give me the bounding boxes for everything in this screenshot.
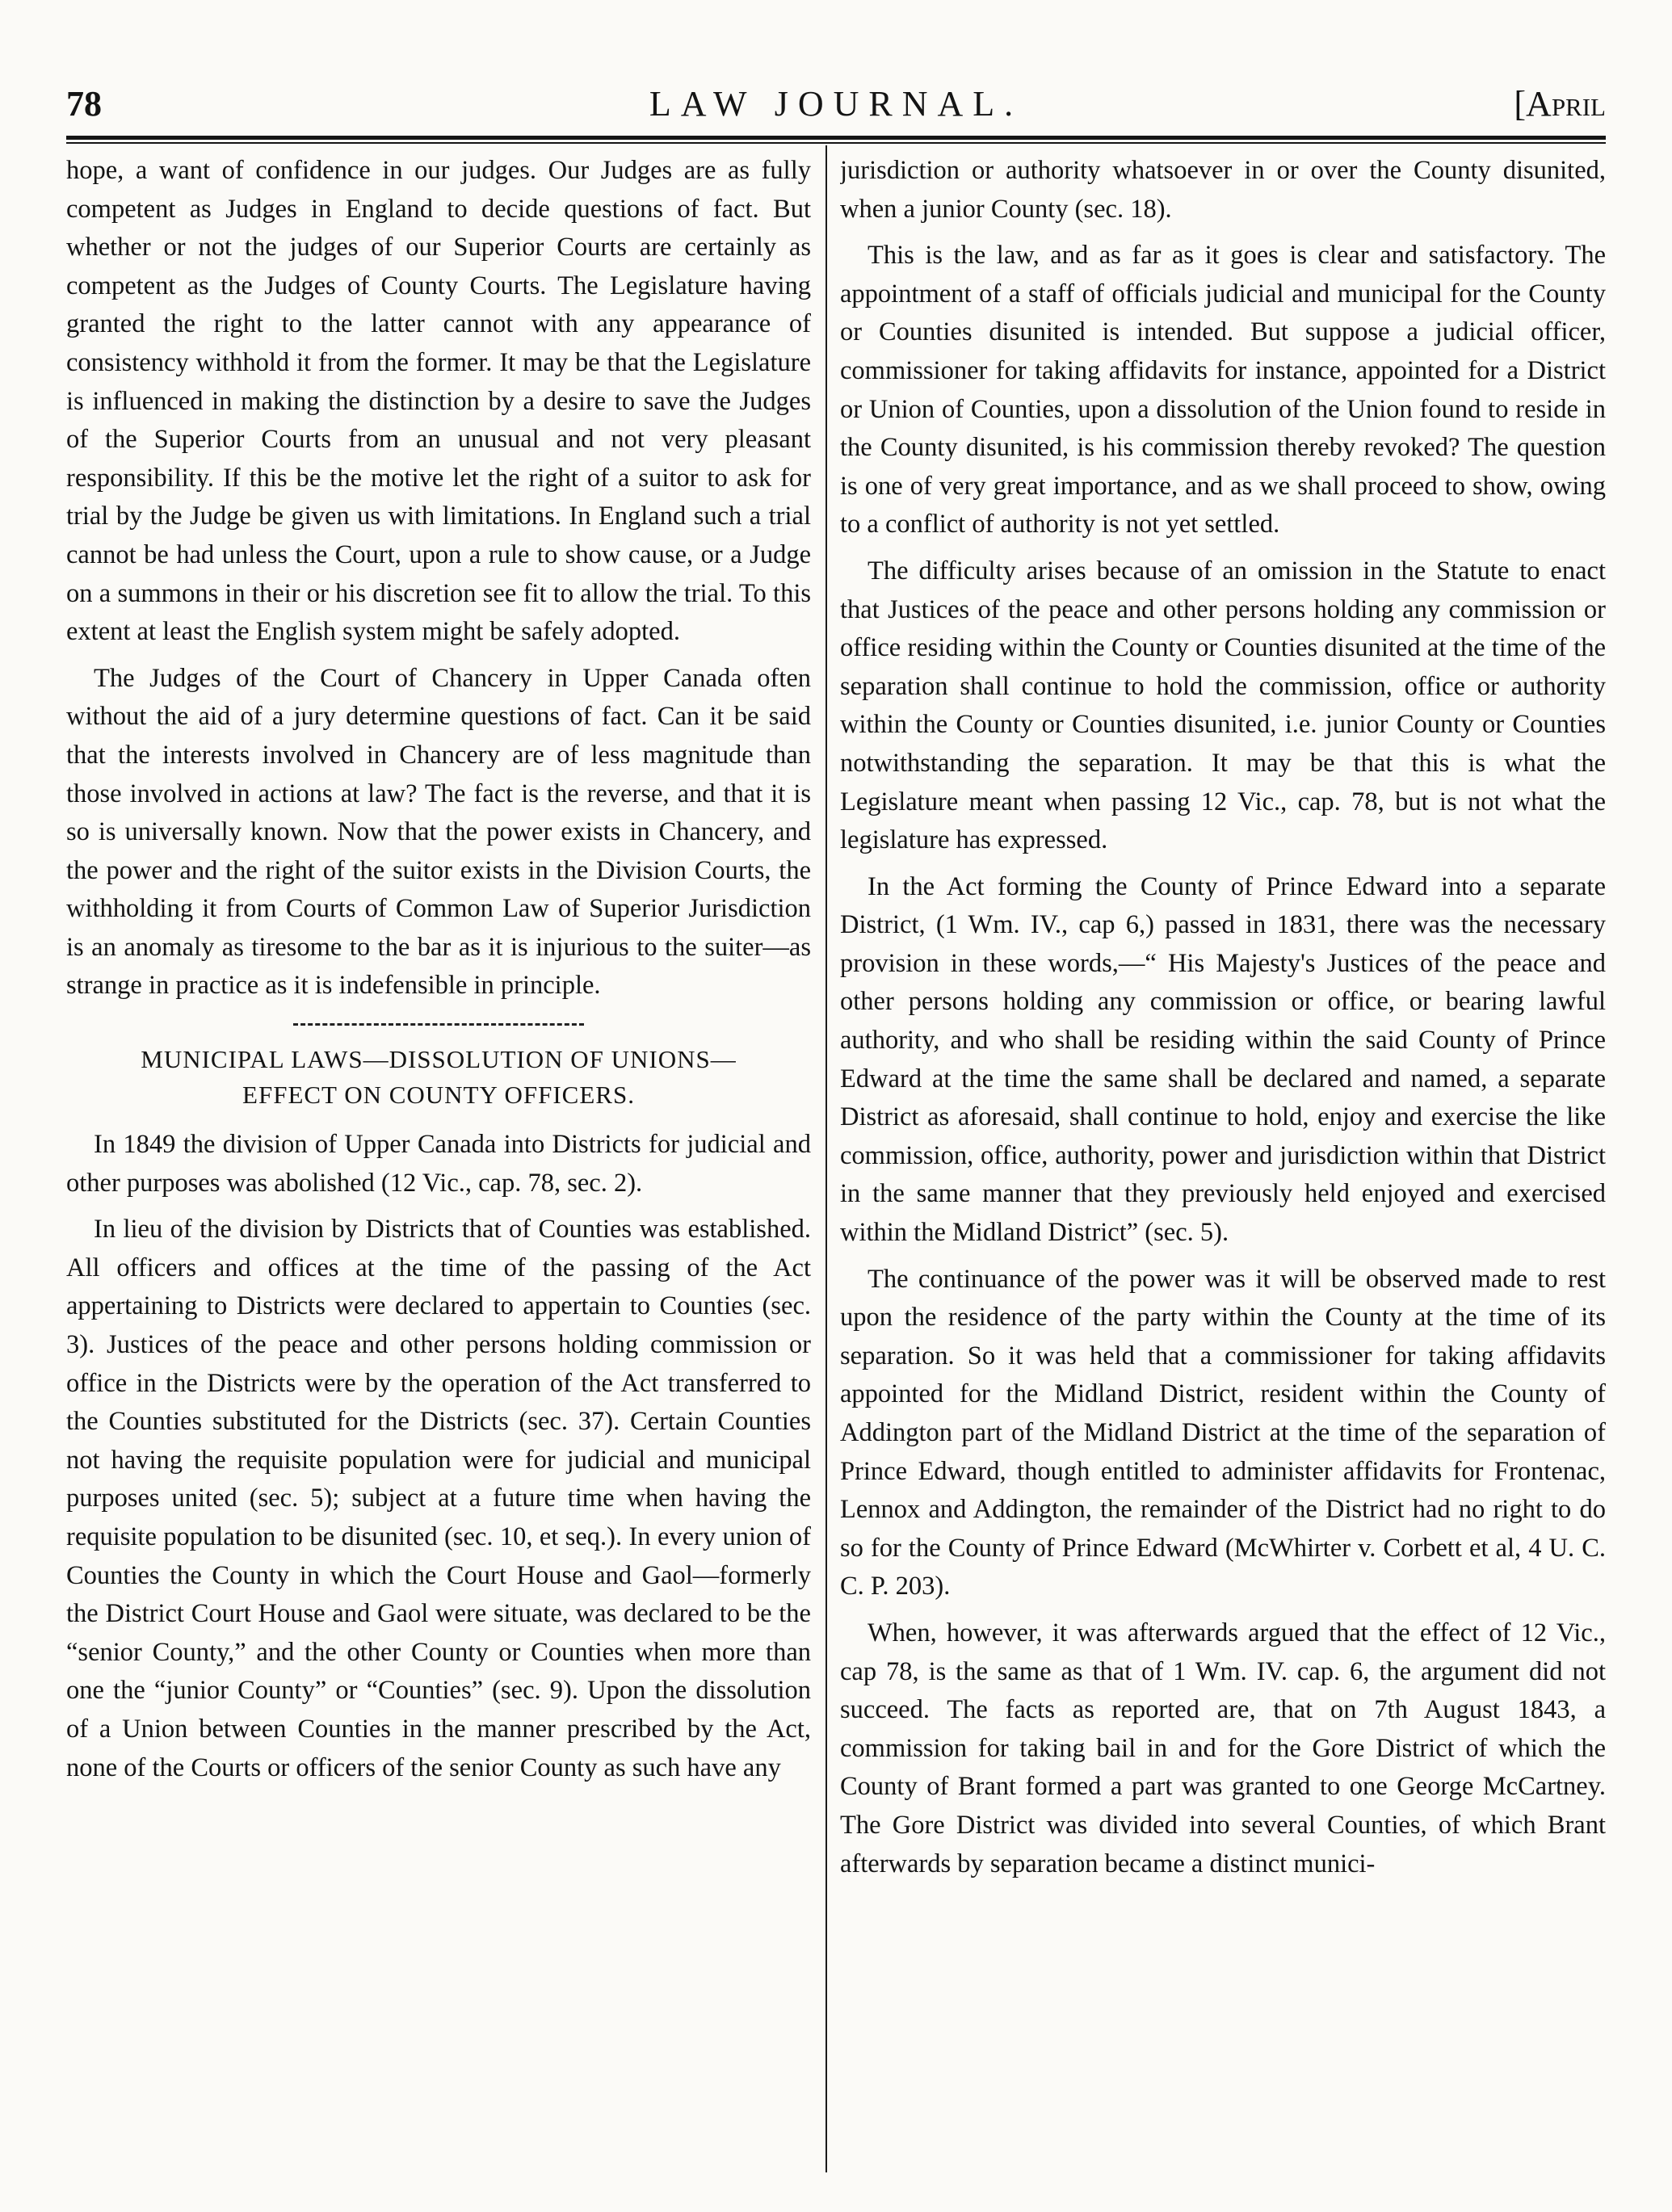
paragraph: When, however, it was afterwards argued that the effect of 12 Vic., cap 78, is the same as that of 1 Wm. IV. cap. 6, the argument did not succeed. The facts as reported are, that on 7th August 1843, a commission for taking bail in and for the Gore District of which the County of Brant formed a part was granted to one George McCartney. The Gore District was divided into several Counties, of which Brant afterwards by separation became a distinct munici- xyxy=(840,1618,1606,1878)
paragraph: The difficulty arises because of an omission in the Statute to enact that Justices of the peace and other persons holding any commission or office residing within the County or Counties disunited at the time of the separation shall continue to hold the commission, office or authority within the County or Counties disunited, i.e. junior County or Counties notwithstanding the separation. It may be that this is what the Legislature meant when passing 12 Vic., cap. 78, but is not what the legislature has expressed. xyxy=(840,556,1606,855)
header-rule-thin xyxy=(66,142,1606,144)
paragraph: jurisdiction or authority whatsoever in or over the County disunited, when a junior County (sec. 18). xyxy=(840,156,1606,224)
paragraph: The Judges of the Court of Chancery in Upper Canada often without the aid of a jury determine questions of fact. Can it be said that the interests involved in Chancery are of less magnitude than those involved in actions at law? The fact is the reverse, and that it is so is universally known. Now that the power exists in Chancery, and the power and the right of the suitor exists in the Division Courts, the withholding it from Courts of Common Law of Superior Jurisdiction is an anomaly as tiresome to the bar as it is injurious to the suiter—as strange in practice as it is indefensible in principle. xyxy=(66,663,811,1001)
paragraph: This is the law, and as far as it goes is clear and satisfactory. The appointment of a staff of officials judicial and municipal for the County or Counties disunited is intended. But suppose a judicial officer, commissioner for taking affidavits for instance, appointed for a District or Union of Counties, upon a dissolution of the Union found to reside in the County disunited, is his commission thereby revoked? The question is one of very great importance, and as we shall proceed to show, owing to a conflict of authority is not yet settled. xyxy=(840,241,1606,539)
paragraph: In the Act forming the County of Prince Edward into a separate District, (1 Wm. IV., cap 6,) passed in 1831, there was the necessary provision in these words,—“ His Majesty's Justices of the peace and other persons holding any commission or office, or bearing lawful authority, and who shall be residing within the said County of Prince Edward at the time the same shall be declared and named, a separate District as aforesaid, shall continue to hold, enjoy and exercise the like commission, office, authority, power and jurisdiction within that District in the same manner that they previously held enjoyed and exercised within the Midland District” (sec. 5). xyxy=(840,871,1606,1248)
issue-date: [April xyxy=(1514,84,1606,124)
column-divider xyxy=(825,145,827,2172)
journal-title: LAW JOURNAL. xyxy=(649,84,1023,124)
section-heading: MUNICIPAL LAWS—DISSOLUTION OF UNIONS— EFFECT ON COUNTY OFFICERS. xyxy=(141,1045,737,1110)
header-rule-thick xyxy=(66,136,1606,140)
paragraph: hope, a want of confidence in our judges. Our Judges are as fully competent as Judges in England to decide questions of fact. But whether or not the judges of our Superior Courts are certainly as competent as the Judges of County Courts. The Legislature having granted the right to the latter cannot with any appearance of consistency withhold it from the former. It may be that the Legislature is influenced in making the distinction by a desire to save the Judges of the Superior Courts from an unusual and not very pleasant responsibility. If this be the motive let the right of a suitor to ask for trial by the Judge be given us with limitations. In England such a trial cannot be had unless the Court, upon a rule to show cause, or a Judge on a summons in their or his discretion see fit to allow the trial. To this extent at least the English system might be safely adopted. xyxy=(66,156,811,647)
paragraph: In 1849 the division of Upper Canada into Districts for judicial and other purposes was abolished (12 Vic., cap. 78, sec. 2). xyxy=(66,1130,811,1198)
left-column xyxy=(66,152,811,2171)
right-column xyxy=(840,152,1606,2171)
section-ornament xyxy=(293,1023,584,1029)
page-number: 78 xyxy=(66,84,102,124)
page-header xyxy=(66,76,1606,132)
paragraph: The continuance of the power was it will be observed made to rest upon the residence of the party within the County at the time of its separation. So it was held that a commissioner for taking affidavits appointed for the Midland District, resident within the County of Addington part of the Midland District at the time of the separation of Prince Edward, though entitled to administer affidavits for Frontenac, Lennox and Addington, the remainder of the District had no right to do so for the County of Prince Edward (McWhirter v. Corbett et al, 4 U. C. C. P. 203). xyxy=(840,1264,1606,1601)
paragraph: In lieu of the division by Districts that of Counties was established. All officers and offices at the time of the passing of the Act appertaining to Districts were declared to appertain to Counties (sec. 3). Justices of the peace and other persons holding commission or office in the Districts were by the operation of the Act transferred to the Counties substituted for the Districts (sec. 37). Certain Counties not having the requisite population were for judicial and municipal purposes united (sec. 5); subject at a future time when having the requisite population to be disunited (sec. 10, et seq.). In every union of Counties the County in which the Court House and Gaol—formerly the District Court House and Gaol were situate, was declared to be the “senior County,” and the other County or Counties when more than one the “junior County” or “Counties” (sec. 9). Upon the dissolution of a Union between Counties in the manner prescribed by the Act, none of the Courts or officers of the senior County as such have any xyxy=(66,1215,811,1782)
